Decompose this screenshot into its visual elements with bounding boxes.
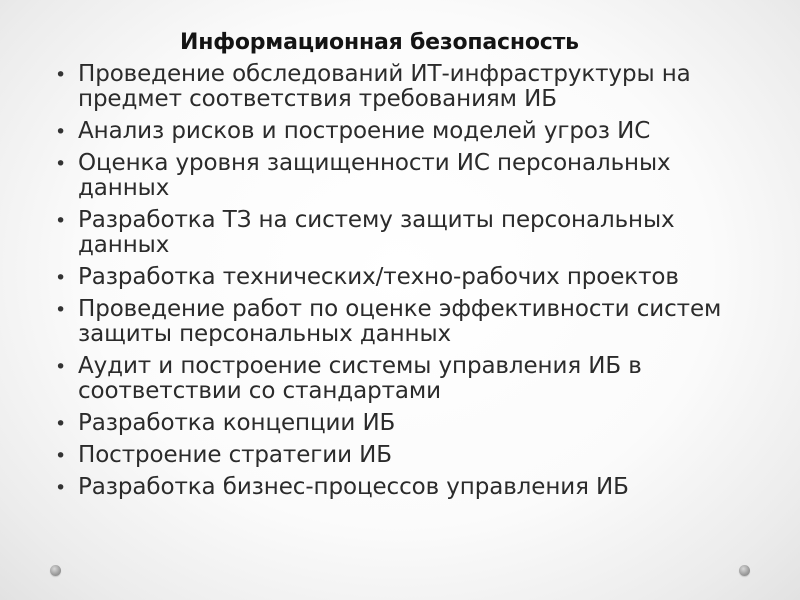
list-item	[55, 119, 755, 144]
list-item-text: Анализ рисков и построение моделей угроз ИС	[78, 118, 651, 144]
bullet-icon: •	[55, 64, 67, 86]
list-item-text: Разработка технических/техно-рабочих проектов	[78, 264, 679, 290]
bullet-icon: •	[55, 299, 67, 321]
list-item	[55, 475, 755, 500]
list-item	[55, 62, 755, 112]
bullet-icon: •	[55, 267, 67, 289]
slide-title: Информационная безопасность	[180, 30, 579, 55]
list-item-text: Аудит и построение системы управления ИБ в соответствии со стандартами	[78, 353, 642, 404]
bullet-icon: •	[55, 477, 67, 499]
list-item-text: Проведение обследований ИТ-инфраструктуры на предмет соответствия требованиям ИБ	[78, 61, 691, 112]
list-item	[55, 443, 755, 468]
bullet-icon: •	[55, 210, 67, 232]
list-item	[55, 297, 755, 347]
corner-dot-icon	[739, 565, 750, 576]
list-item	[55, 265, 755, 290]
bullet-list	[55, 62, 755, 507]
list-item	[55, 354, 755, 404]
bullet-icon: •	[55, 413, 67, 435]
list-item	[55, 151, 755, 201]
list-item	[55, 411, 755, 436]
bullet-icon: •	[55, 356, 67, 378]
bullet-icon: •	[55, 153, 67, 175]
list-item-text: Разработка ТЗ на систему защиты персональных данных	[78, 207, 675, 258]
list-item-text: Проведение работ по оценке эффективности систем защиты персональных данных	[78, 296, 722, 347]
corner-dot-icon	[50, 565, 61, 576]
list-item	[55, 208, 755, 258]
bullet-icon: •	[55, 445, 67, 467]
list-item-text: Разработка бизнес-процессов управления ИБ	[78, 474, 629, 500]
list-item-text: Построение стратегии ИБ	[78, 442, 392, 468]
bullet-icon: •	[55, 121, 67, 143]
list-item-text: Разработка концепции ИБ	[78, 410, 396, 436]
list-item-text: Оценка уровня защищенности ИС персональных данных	[78, 150, 671, 201]
